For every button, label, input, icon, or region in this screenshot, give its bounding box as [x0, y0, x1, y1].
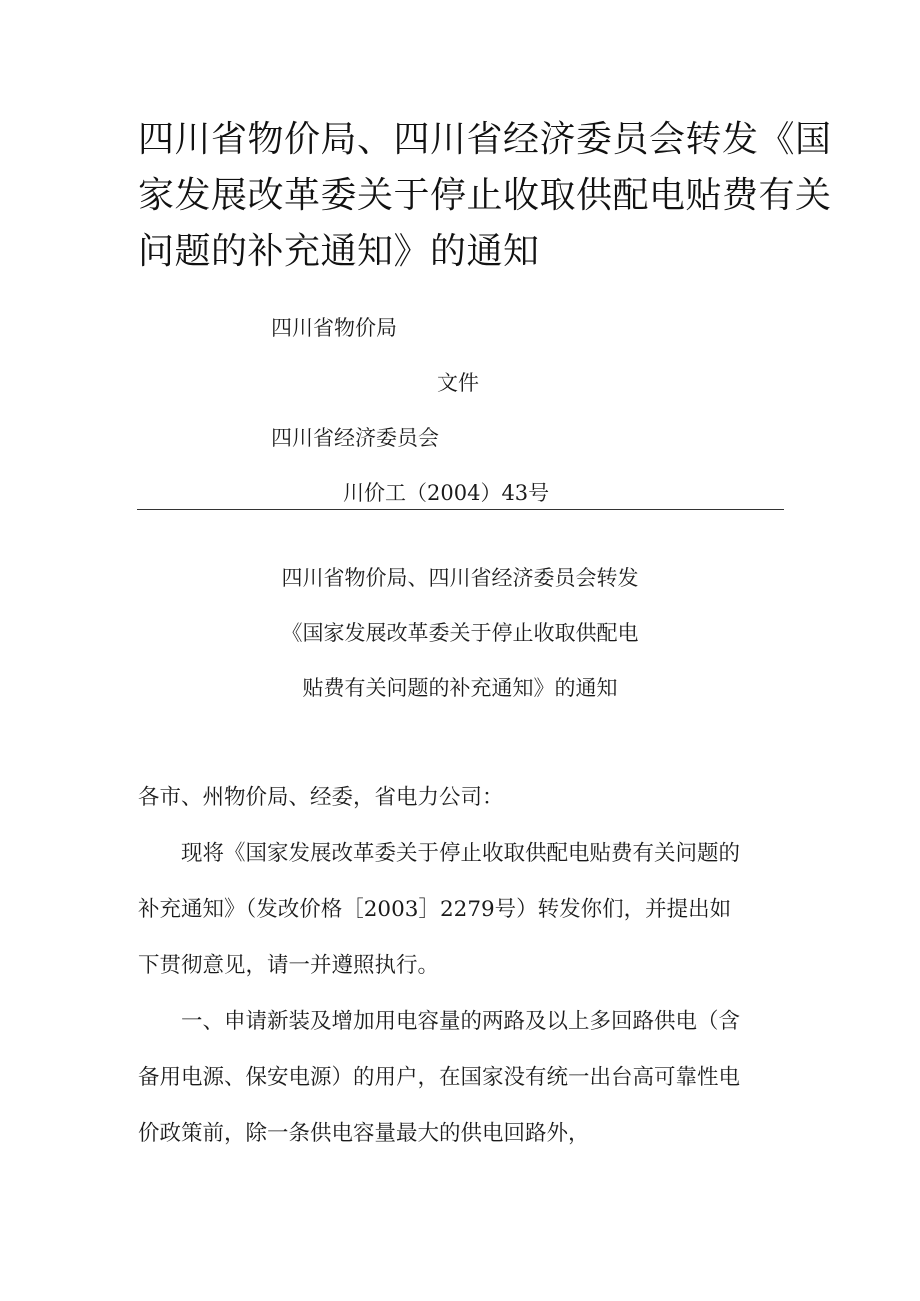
subtitle-line-2: 《国家发展改革委关于停止收取供配电	[281, 621, 639, 645]
paragraph-1-line-3: 下贯彻意见，请一并遵照执行。	[138, 953, 440, 978]
title-line-2: 家发展改革委关于停止收取供配电贴费有关	[138, 175, 832, 216]
document-title	[138, 112, 832, 280]
header-divider	[137, 509, 784, 510]
issuer-price-bureau: 四川省物价局	[271, 316, 397, 340]
subtitle-line-3: 贴费有关问题的补充通知》的通知	[302, 676, 618, 700]
subtitle-line-1: 四川省物价局、四川省经济委员会转发	[281, 566, 639, 590]
issuer-economic-committee: 四川省经济委员会	[271, 426, 439, 450]
paragraph-2-line-1: 一、申请新装及增加用电容量的两路及以上多回路供电（含	[138, 1009, 741, 1034]
title-line-3: 问题的补充通知》的通知	[138, 231, 540, 272]
paragraph-2-line-3: 价政策前，除一条供电容量最大的供电回路外，	[138, 1121, 590, 1146]
paragraph-1-line-1: 现将《国家发展改革委关于停止收取供配电贴费有关问题的	[138, 841, 741, 866]
document-body	[138, 770, 788, 1162]
document-number: 川价工（2004）43号	[343, 481, 550, 505]
paragraph-2-line-2: 备用电源、保安电源）的用户，在国家没有统一出台高可靠性电	[138, 1065, 741, 1090]
paragraph-1-line-2: 补充通知》（发改价格［2003］2279号）转发你们，并提出如	[138, 897, 732, 922]
document-word: 文件	[437, 371, 479, 395]
addressee: 各市、州物价局、经委，省电力公司：	[138, 785, 504, 810]
title-line-1: 四川省物价局、四川省经济委员会转发《国	[138, 119, 832, 160]
